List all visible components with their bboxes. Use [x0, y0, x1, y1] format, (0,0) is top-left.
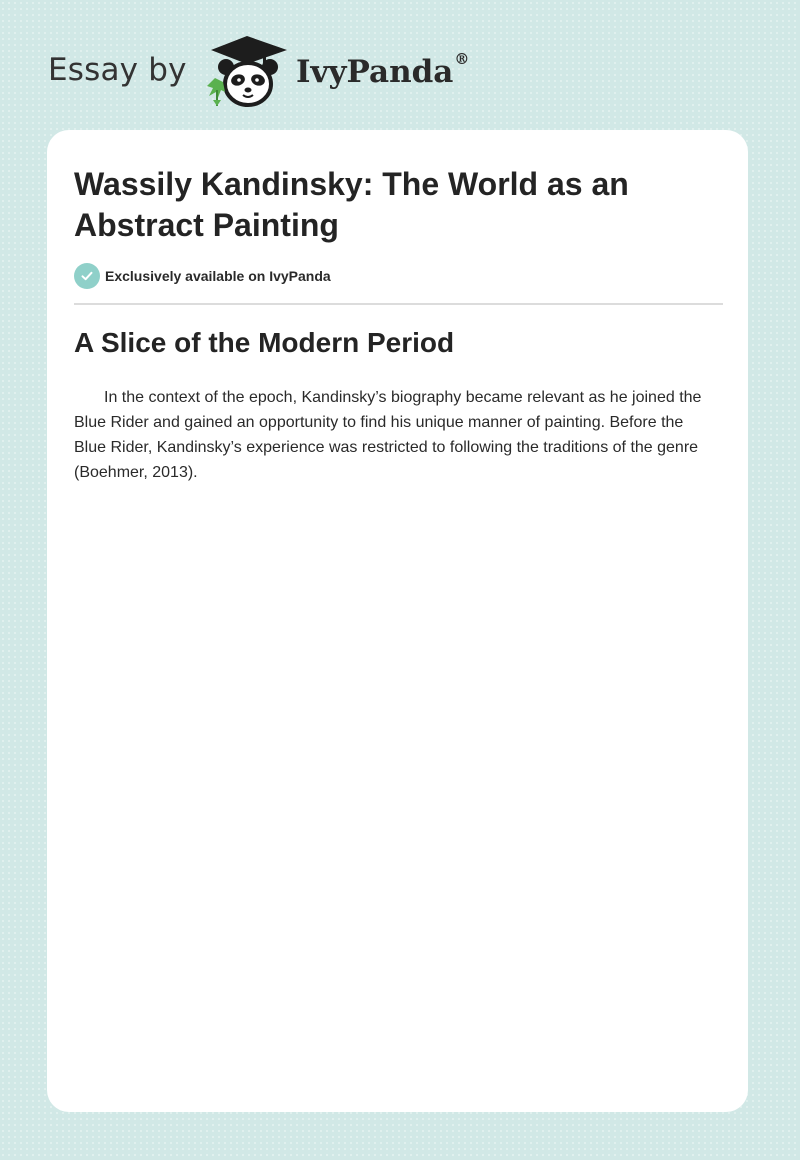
exclusive-badge: [74, 263, 331, 289]
essay-title: Wassily Kandinsky: The World as an Abstract Painting: [74, 166, 629, 243]
registered-mark: ®: [454, 50, 470, 68]
panda-graduate-logo-icon: [203, 34, 295, 110]
brand-name: IvyPanda®: [296, 50, 470, 90]
essay-paragraph: In the context of the epoch, Kandinsky’s biography became relevant as he joined the Blue Rider and gained an opportunity to find his unique manner of painting. Before the Blue Rider, Kandinsky’s experience was restricted to following the traditions of the genre (Boehmer, 2013).: [74, 389, 702, 481]
check-circle-icon: [74, 263, 100, 289]
brand-header[interactable]: [48, 34, 468, 114]
section-heading: A Slice of the Modern Period: [74, 327, 455, 358]
divider: [74, 303, 723, 305]
brand-prefix: Essay by: [48, 52, 187, 88]
essay-card: [47, 130, 748, 1112]
exclusive-label: Exclusively available on IvyPanda: [105, 268, 331, 284]
